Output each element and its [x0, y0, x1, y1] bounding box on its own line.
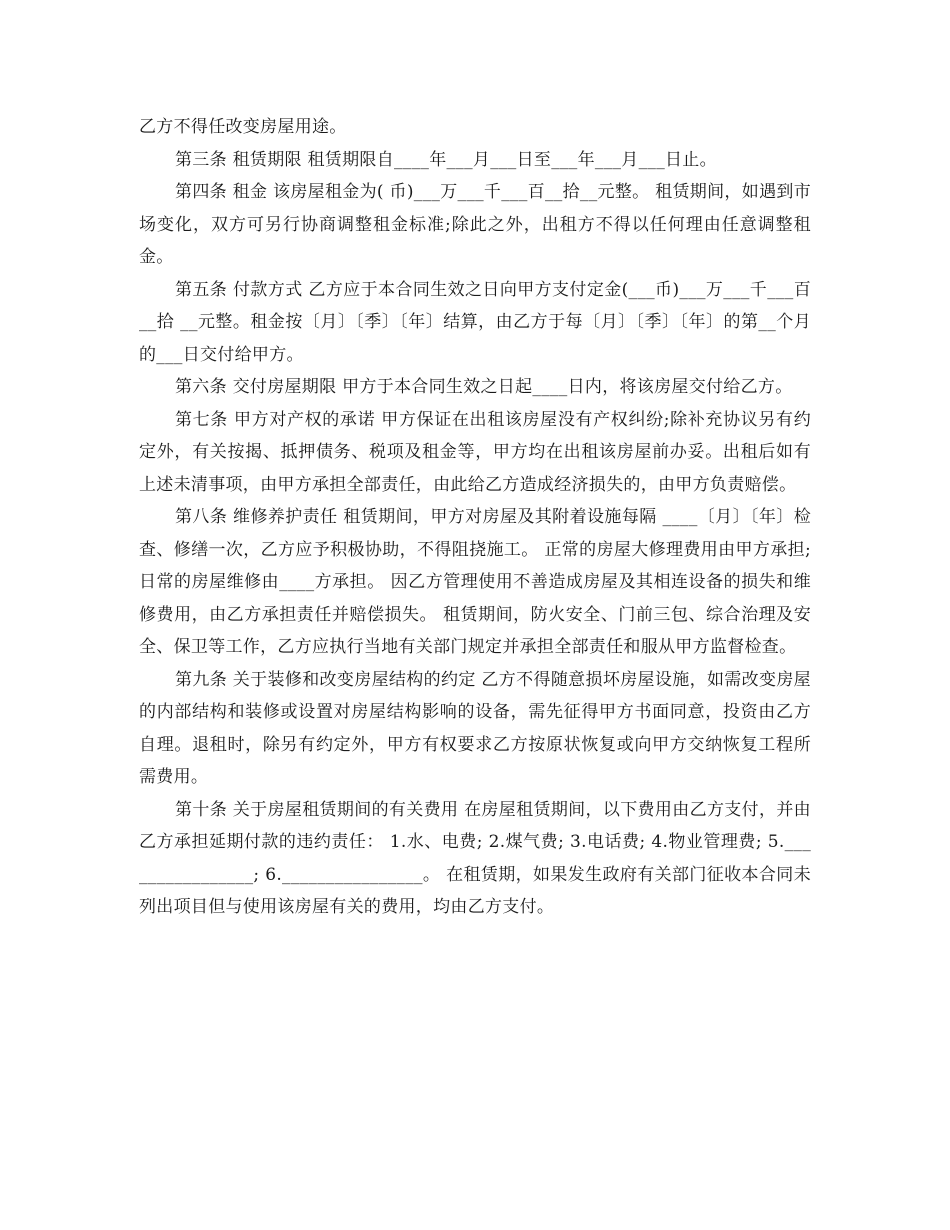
paragraph-article-6-delivery: 第六条 交付房屋期限 甲方于本合同生效之日起____日内，将该房屋交付给乙方。 [175, 377, 793, 397]
paragraph-article-3-lease-term: 第三条 租赁期限 租赁期限自____年___月___日至___年___月___日止。 [175, 149, 717, 170]
contract-page [139, 111, 811, 924]
paragraph-article-5-payment: 第五条 付款方式 乙方应于本合同生效之日向甲方支付定金(___币)___万___千___百__拾 __元整。租金按〔月〕〔季〕〔年〕结算，由乙方于每〔月〕〔季〕〔年〕的第__个月的___日交付给甲方。 [139, 279, 811, 365]
paragraph-article-4-rent: 第四条 租金 该房屋租金为( 币)___万___千___百__拾__元整。 租赁期间，如遇到市场变化，双方可另行协商调整租金标准;除此之外，出租方不得以任何理由任意调整租金。 [139, 182, 811, 267]
paragraph-article-9-renovation: 第九条 关于装修和改变房屋结构的约定 乙方不得随意损坏房屋设施，如需改变房屋的内部结构和装修或设置对房屋结构影响的设备，需先征得甲方书面同意，投资由乙方自理。退租时，除另有约定外，甲方有权要求乙方按原状恢复或向甲方交纳恢复工程所需费用。 [139, 669, 811, 787]
paragraph-article-8-maintenance: 第八条 维修养护责任 租赁期间，甲方对房屋及其附着设施每隔 ____〔月〕〔年〕检查、修缮一次，乙方应予积极协助，不得阻挠施工。 正常的房屋大修理费用由甲方承担;日常的房屋维修由____方承担。 因乙方管理使用不善造成房屋及其相连设备的损失和维修费用，由乙方承担责任并赔偿损失。 租赁期间，防火安全、门前三包、综合治理及安全、保卫等工作，乙方应执行当地有关部门规定并承担全部责任和服从甲方监督检查。 [139, 507, 811, 657]
paragraph-use-restriction: 乙方不得任改变房屋用途。 [139, 117, 347, 137]
paragraph-article-7-property-rights: 第七条 甲方对产权的承诺 甲方保证在出租该房屋没有产权纠纷;除补充协议另有约定外，有关按揭、抵押债务、税项及租金等，甲方均在出租该房屋前办妥。出租后如有上述未清事项，由甲方承担全部责任，由此给乙方造成经济损失的，由甲方负责赔偿。 [139, 409, 811, 495]
paragraph-article-10-expenses: 第十条 关于房屋租赁期间的有关费用 在房屋租赁期间，以下费用由乙方支付，并由乙方承担延期付款的违约责任： 1.水、电费; 2.煤气费; 3.电话费; 4.物业管理费; 5.________________; 6.________________。 在租赁期，如果发生政府有关部门征收本合同未列出项目但与使用该房屋有关的费用，均由乙方支付。 [139, 799, 811, 917]
